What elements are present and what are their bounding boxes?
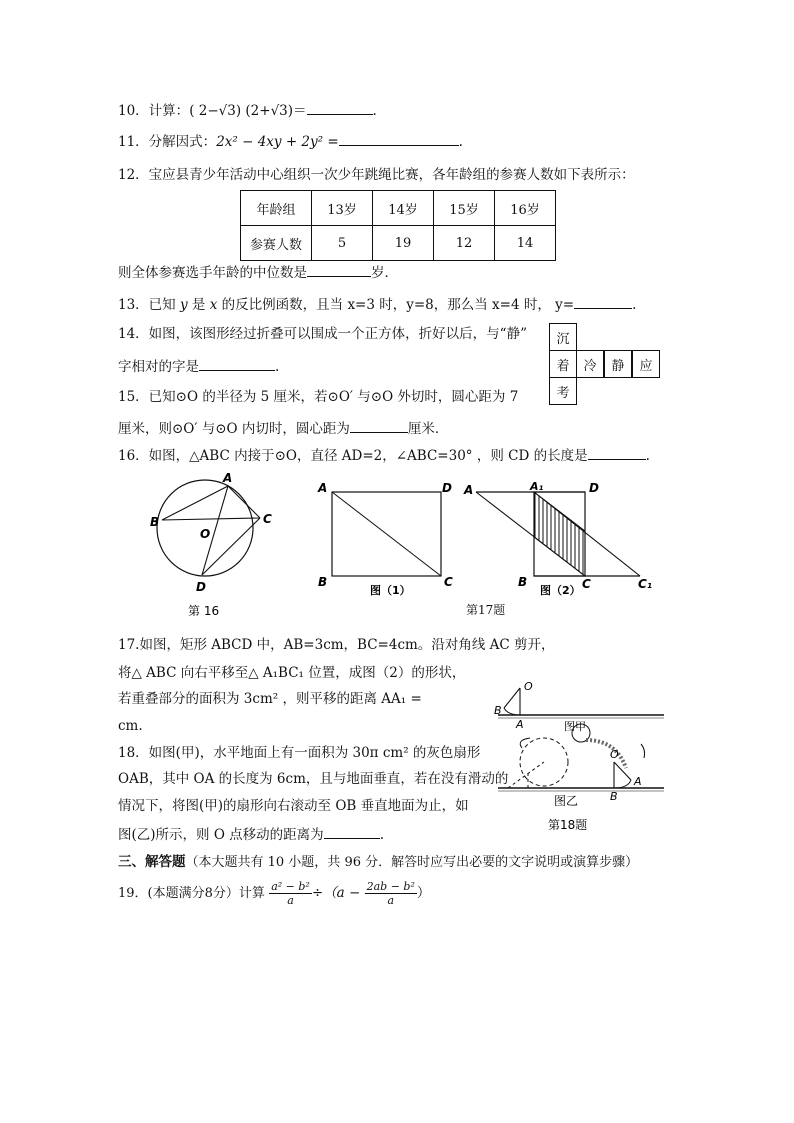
q13-mid2: 的反比例函数，且当 <box>217 297 348 313</box>
question-17-line2 <box>118 664 465 682</box>
label-d: D <box>589 481 599 495</box>
q17-line4: cm. <box>118 718 143 734</box>
q13-pre: 13．已知 <box>118 297 180 313</box>
q15-end: 厘米． <box>407 421 449 437</box>
q17-line3: 若重叠部分的面积为 3cm² ，则平移的距离 AA₁ = <box>118 691 422 707</box>
q14-line2: 字相对的字是 <box>118 359 199 375</box>
table-cell: 12 <box>434 226 495 261</box>
q13-answer-blank[interactable] <box>574 294 632 309</box>
label-b: B <box>318 575 328 589</box>
rotate-arrow-right <box>641 744 645 758</box>
q15-line1: 15．已知⊙O 的半径为 5 厘米，若⊙O′ 与⊙O 外切时，圆心距为 7 <box>118 389 519 405</box>
q19-close: ） <box>416 885 431 901</box>
segment-ab <box>162 486 228 520</box>
fig17-2-caption: 图（2） <box>540 584 581 597</box>
q19-pre: 19．(本题满分8分）计算 <box>118 886 265 901</box>
q10-label: 10．计算： <box>118 103 190 119</box>
segment-ob-jia <box>504 688 520 708</box>
fraction-1 <box>269 880 312 907</box>
cube-cell: 冷 <box>576 350 604 378</box>
label-yi: 图乙 <box>554 794 579 808</box>
label-a1: A₁ <box>530 480 544 493</box>
diagonal-ac <box>332 492 441 576</box>
question-14-line1 <box>118 325 527 343</box>
question-18-line4 <box>118 824 384 844</box>
label-o-jia: O <box>524 680 533 693</box>
fraction-1-num: a² − b² <box>271 880 310 893</box>
fig17-1-caption: 图（1） <box>370 584 411 597</box>
arc-ab-yi <box>614 780 631 788</box>
q18-line4: 图(乙)所示，则 O 点移动的距离为 <box>118 827 324 843</box>
label-b-jia: B <box>494 704 502 717</box>
question-17-line4 <box>118 717 143 735</box>
question-15-line2 <box>118 418 448 438</box>
q17-line1: 17.如图，矩形 ABCD 中，AB=3cm，BC=4cm。沿对角线 AC 剪开， <box>118 637 555 653</box>
q10-expr: ( 2−√3) (2+√3)＝ <box>189 103 307 119</box>
label-c1: C₁ <box>638 577 653 591</box>
section-3-desc: （本大题共有 10 小题，共 96 分．解答时应写出必要的文字说明或演算步骤） <box>185 855 639 870</box>
cube-cell: 考 <box>549 377 577 405</box>
figure-16 <box>140 468 290 618</box>
segment-bc <box>162 518 260 520</box>
fig17-caption: 第17题 <box>466 603 506 617</box>
question-15-line1 <box>118 388 518 406</box>
table-cell: 19 <box>373 226 434 261</box>
q10-end: . <box>372 103 377 119</box>
fraction-1-den: a <box>287 894 294 907</box>
q13-y: y <box>179 297 188 313</box>
label-c: C <box>444 575 453 589</box>
q18-line1: 18．如图(甲)，水平地面上有一面积为 30π cm² 的灰色扇形 <box>118 745 481 761</box>
label-a-yi: A <box>634 775 642 788</box>
fraction-2-den: a <box>387 894 394 907</box>
label-a: A <box>464 483 474 497</box>
q11-label: 11．分解因式： <box>118 134 217 150</box>
q15-answer-blank[interactable] <box>350 418 408 433</box>
cube-cell: 应 <box>632 350 660 378</box>
question-14-line2 <box>118 356 279 376</box>
question-10 <box>118 100 377 120</box>
question-18-line1 <box>118 744 480 762</box>
question-16 <box>118 445 650 465</box>
q14-answer-blank[interactable] <box>199 356 275 371</box>
label-a: A <box>318 481 328 495</box>
q12-text: 12．宝应县青少年活动中心组织一次少年跳绳比赛，各年龄组的参赛人数如下表所示： <box>118 167 635 183</box>
arc-ab-jia <box>504 708 520 715</box>
q18-end: . <box>379 827 384 843</box>
table-cell: 5 <box>312 226 373 261</box>
q14-end: . <box>275 359 280 375</box>
q11-expr: 2x² − 4xy + 2y² = <box>216 134 339 150</box>
q11-answer-blank[interactable] <box>339 131 459 146</box>
label-d: D <box>442 481 452 495</box>
q18-line2: OAB，其中 OA 的长度为 6cm，且与地面垂直，若在没有滑动的 <box>118 771 509 787</box>
question-18-line2 <box>118 770 508 788</box>
table-cell: 参赛人数 <box>241 226 312 261</box>
figure-17-1 <box>312 476 462 606</box>
q17-line2: 将△ ABC 向右平移至△ A₁BC₁ 位置，成图（2）的形状， <box>118 665 466 681</box>
cube-cell: 着 <box>549 350 577 378</box>
q18-answer-blank[interactable] <box>324 824 380 839</box>
q19-div: ÷（a − <box>311 885 361 901</box>
roll-path <box>586 740 626 768</box>
dashed-radius <box>508 762 544 788</box>
q13-mid1: 是 <box>187 297 210 313</box>
q14-line1: 14．如图，该图形经过折叠可以围成一个正方体，折好以后，与“静” <box>118 326 527 342</box>
label-o-yi: O <box>610 748 619 761</box>
q12-answer-blank[interactable] <box>307 262 371 277</box>
fig18-caption: 第18题 <box>548 818 588 832</box>
fraction-2-num: 2ab − b² <box>366 880 415 893</box>
question-13 <box>118 294 636 314</box>
fraction-2 <box>365 880 417 907</box>
table-cell: 15岁 <box>434 191 495 226</box>
question-18-line3 <box>118 797 469 815</box>
age-table <box>240 190 556 261</box>
overlap-region <box>534 492 585 576</box>
cube-cell: 沉 <box>549 323 577 351</box>
q12-answer-pre: 则全体参赛选手年龄的中位数是 <box>118 265 307 281</box>
label-c: C <box>582 577 591 591</box>
label-o: O <box>200 527 211 541</box>
label-jia: 图甲 <box>564 720 586 733</box>
q18-line3: 情况下，将图(甲)的扇形向右滚动至 OB 垂直地面为止，如 <box>118 798 469 814</box>
figure-18 <box>486 640 666 840</box>
section-3-title: 三、解答题 <box>118 854 186 870</box>
q16-answer-blank[interactable] <box>588 445 646 460</box>
figure-17-2 <box>462 476 662 616</box>
label-a: A <box>223 471 233 485</box>
section-3-heading <box>118 853 638 872</box>
question-11 <box>118 131 463 151</box>
label-b: B <box>150 515 160 529</box>
cube-cell: 静 <box>604 350 632 378</box>
question-19 <box>118 880 430 907</box>
q15-line2: 厘米，则⊙O′ 与⊙O 内切时，圆心距为 <box>118 421 350 437</box>
question-17-line3 <box>118 690 422 708</box>
label-a-jia: A <box>516 718 524 731</box>
q13-x: x <box>209 297 218 313</box>
q16-text: 16．如图，△ABC 内接于⊙O，直径 AD=2，∠ABC=30° ，则 CD 的长度是 <box>118 448 588 464</box>
label-d: D <box>196 580 206 594</box>
segment-oa-yi <box>614 762 631 780</box>
table-cell: 13岁 <box>312 191 373 226</box>
segment-ac <box>228 486 260 518</box>
table-cell: 14岁 <box>373 191 434 226</box>
q13-end: . <box>632 297 637 313</box>
fig16-caption: 第 16 <box>188 604 220 618</box>
label-b-yi: B <box>610 790 618 803</box>
table-cell: 年龄组 <box>241 191 312 226</box>
q10-answer-blank[interactable] <box>307 100 373 115</box>
label-b: B <box>518 575 528 589</box>
table-cell: 16岁 <box>495 191 556 226</box>
table-cell: 14 <box>495 226 556 261</box>
question-12-answer <box>118 262 398 282</box>
q11-end: . <box>458 134 463 150</box>
q13-cond: x=3 时，y=8，那么当 x=4 时， y= <box>347 297 575 313</box>
q12-answer-post: 岁． <box>371 265 398 281</box>
q16-end: . <box>645 448 650 464</box>
label-c: C <box>263 512 272 526</box>
question-12 <box>118 166 635 184</box>
